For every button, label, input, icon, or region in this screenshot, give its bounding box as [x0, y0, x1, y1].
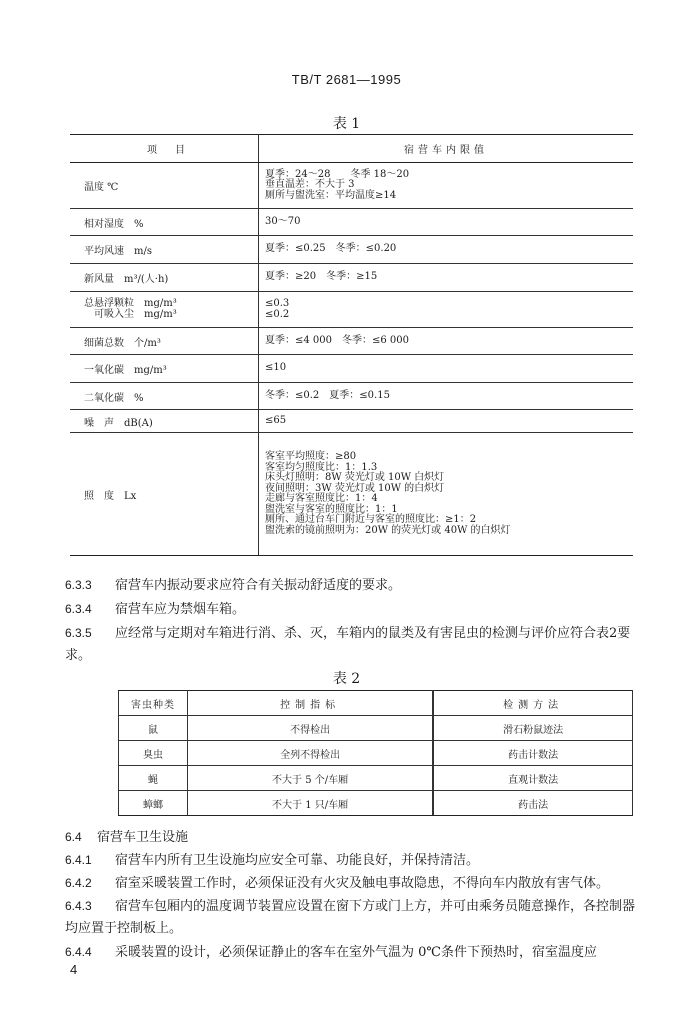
value-line: 客室平均照度：≥80	[265, 451, 357, 462]
table-row	[119, 791, 633, 816]
pest-cell: 蟑螂	[119, 791, 188, 816]
row-value: 冬季：≤0.2 夏季：≤0.15	[259, 383, 634, 410]
clause-6-4-1	[65, 849, 645, 872]
table-row	[70, 163, 633, 209]
table1-caption: 表 1	[332, 116, 361, 132]
table1-header-item: 项 目	[70, 135, 259, 163]
table-row	[119, 741, 633, 766]
value-line: 走廊与客室照度比：1：4	[265, 493, 378, 504]
value-line: 夏季：24～28 冬季 18～20	[265, 168, 410, 180]
clause-number: 6.3.3	[65, 578, 92, 592]
clause-number: 6.3.5	[65, 626, 92, 640]
row-label: 照 度 Lx	[70, 433, 259, 556]
row-value	[259, 163, 634, 209]
clause-6-4-2	[65, 872, 647, 895]
clause-number: 6.4.2	[65, 876, 92, 890]
clause-text: 宿营车内所有卫生设施均应安全可靠、功能良好，并保持清洁。	[115, 853, 480, 868]
method-cell: 滑石粉鼠迹法	[434, 716, 633, 741]
pest-cell: 臭虫	[119, 741, 188, 766]
value-line: 垂直温差：不大于 3	[265, 179, 355, 191]
clause-number: 6.4.4	[65, 945, 92, 959]
clause-6-3-5	[65, 622, 647, 667]
control-cell: 不得检出	[188, 716, 433, 741]
clause-6-3-4	[65, 598, 645, 621]
row-value: 夏季：≤4 000 冬季：≤6 000	[259, 328, 634, 355]
table2-header-control: 控制指标	[188, 691, 433, 716]
page-number: 4	[70, 962, 78, 977]
clause-text: 宿营车应为禁烟车箱。	[115, 602, 246, 617]
table1-header-limit: 宿营车内限值	[259, 135, 634, 163]
table2-header-method: 检测方法	[434, 691, 633, 716]
row-label: 一氧化碳 mg/m³	[70, 355, 259, 383]
value-line: 盥洗索的镜前照明为：20W 的荧光灯或 40W 的白炽灯	[265, 524, 511, 536]
row-label: 相对湿度 %	[70, 209, 259, 236]
table-row	[70, 355, 633, 383]
method-cell: 药击法	[434, 791, 633, 816]
table-row	[70, 236, 633, 264]
method-cell: 药击计数法	[434, 741, 633, 766]
row-value: ≤10	[259, 355, 634, 383]
row-label: 新风量 m³/(人·h)	[70, 264, 259, 292]
clause-text: 应经常与定期对车箱进行消、杀、灭，车箱内的鼠类及有害昆虫的检测与评价应符合表2要求。	[65, 626, 631, 663]
value-line: 客室均匀照度比：1：1.3	[265, 461, 378, 473]
value-line: 厕所与盥洗室：平均温度≥14	[265, 189, 397, 201]
row-value	[259, 433, 634, 556]
table-row	[119, 716, 633, 741]
clause-text: 宿营车卫生设施	[97, 830, 189, 845]
table-row	[119, 766, 633, 791]
value-line: ≤0.3	[265, 298, 290, 309]
table2-header-pest: 害虫种类	[119, 691, 188, 716]
row-value: 夏季：≥20 冬季：≥15	[259, 264, 634, 292]
row-label: 平均风速 m/s	[70, 236, 259, 264]
row-label: 二氧化碳 %	[70, 383, 259, 410]
table-row	[70, 264, 633, 292]
table-row	[70, 410, 633, 433]
control-cell: 全列不得检出	[188, 741, 433, 766]
table-row	[70, 292, 633, 328]
clause-text: 宿营车内振动要求应符合有关振动舒适度的要求。	[115, 578, 402, 593]
clause-text: 宿室采暖装置工作时，必须保证没有火灾及触电事故隐患，不得向车内散放有害气体。	[115, 876, 610, 891]
clause-6-3-3	[65, 574, 645, 597]
clause-number: 6.4.1	[65, 853, 92, 867]
row-value: 夏季：≤0.25 冬季：≤0.20	[259, 236, 634, 264]
row-label-text: 总悬浮颗粒 mg/m³ 可吸入尘 mg/m³	[84, 298, 177, 320]
value-line: 床头灯照明：8W 荧光灯或 10W 白炽灯	[265, 472, 445, 483]
table1	[70, 134, 633, 556]
pest-cell: 鼠	[119, 716, 188, 741]
clause-text: 宿营车包厢内的温度调节装置应设置在窗下方或门上方，并可由乘务员随意操作，各控制器均应置于控制板上。	[65, 899, 636, 936]
control-cell: 不大于 1 只/车厢	[188, 791, 433, 816]
clause-number: 6.4.3	[65, 899, 92, 913]
row-value	[259, 292, 634, 328]
row-value: 30～70	[259, 209, 634, 236]
clause-6-4-3	[65, 895, 647, 940]
clause-text: 采暖装置的设计，必须保证静止的客车在室外气温为 0℃条件下预热时，宿室温度应	[115, 945, 597, 960]
standard-number: TB/T 2681—1995	[291, 72, 402, 87]
row-value: ≤65	[259, 410, 634, 433]
value-line: 厕所、通过台车门附近与客室的照度比：≥1：2	[265, 514, 477, 525]
control-cell: 不大于 5 个/车厢	[188, 766, 433, 791]
row-label: 温度 ℃	[70, 163, 259, 209]
value-line: 夜间照明：3W 荧光灯或 10W 的白炽灯	[265, 482, 445, 494]
table-row	[70, 209, 633, 236]
value-line: ≤0.2	[265, 308, 290, 320]
table-row	[70, 328, 633, 355]
row-label: 细菌总数 个/m³	[70, 328, 259, 355]
row-label: 噪 声 dB(A)	[70, 410, 259, 433]
table-row	[70, 433, 633, 556]
method-cell: 直观计数法	[434, 766, 633, 791]
table-row	[70, 383, 633, 410]
clause-6-4	[65, 826, 645, 849]
clause-number: 6.4	[65, 830, 82, 844]
clause-number: 6.3.4	[65, 602, 92, 616]
table2-caption: 表 2	[332, 671, 361, 687]
value-line: 盥洗室与客室的照度比：1：1	[265, 503, 398, 515]
table2	[118, 690, 633, 816]
row-label	[70, 292, 259, 328]
pest-cell: 蝇	[119, 766, 188, 791]
clause-6-4-4	[65, 941, 647, 964]
